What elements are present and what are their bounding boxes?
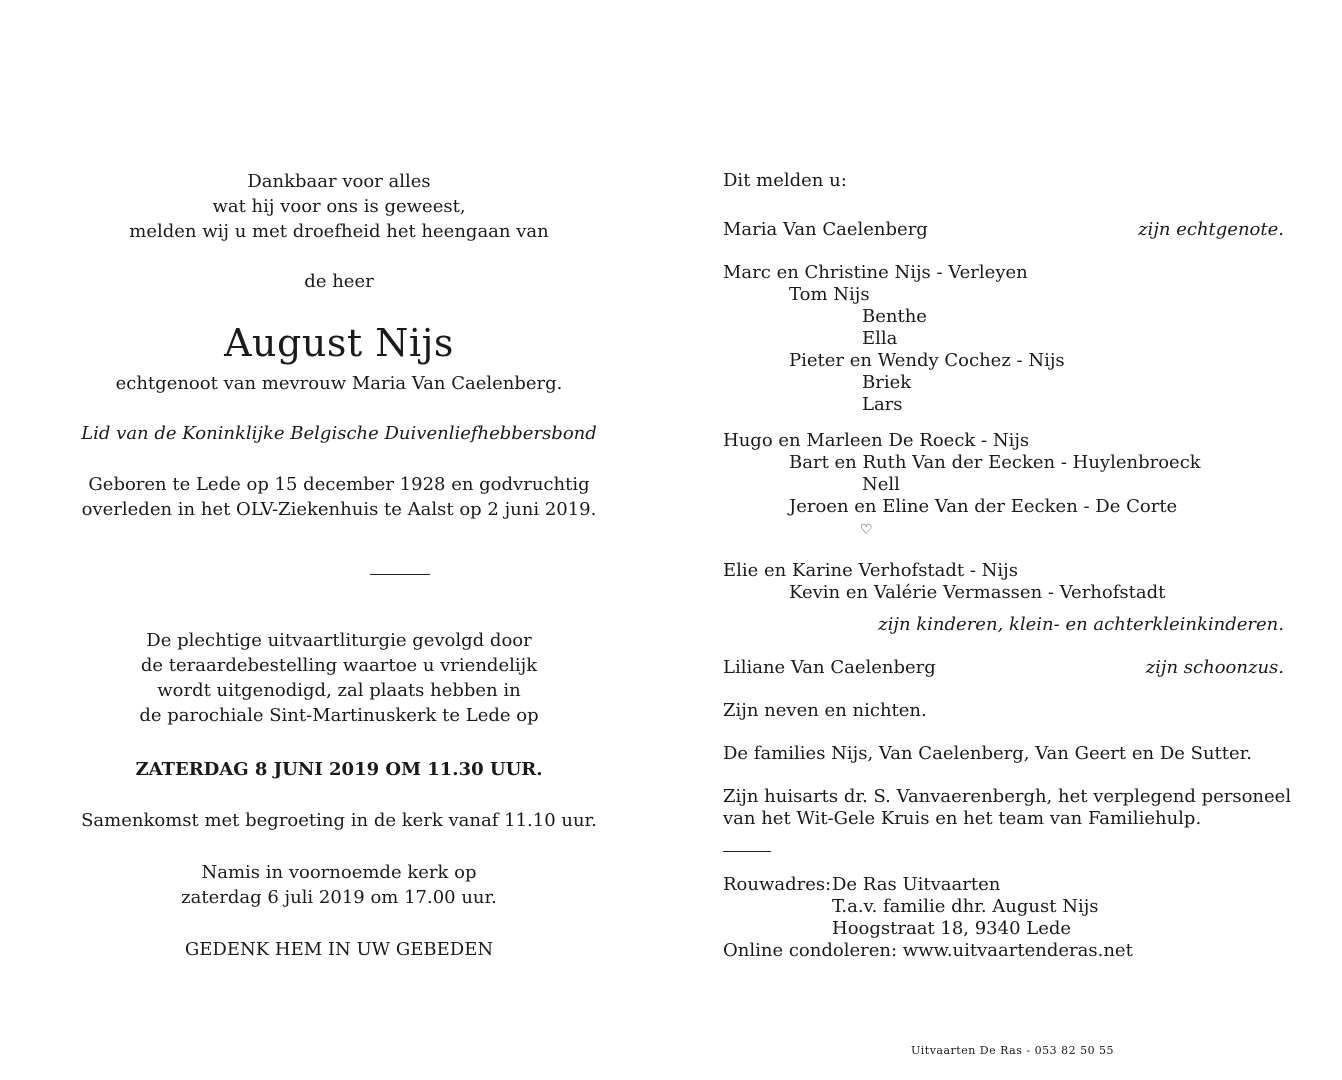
cousins-line: Zijn neven en nichten.	[723, 700, 927, 721]
sister-in-law-name: Liliane Van Caelenberg	[723, 657, 936, 678]
title-prefix: de heer	[304, 271, 374, 292]
footer-funeral-home: Uitvaarten De Ras - 053 82 50 55	[911, 1044, 1115, 1057]
announce-header: Dit melden u:	[723, 170, 847, 191]
family-briek: Briek	[862, 372, 912, 393]
mass-line-1: Namis in voornoemde kerk op	[201, 862, 477, 883]
funeral-line-3: wordt uitgenodigd, zal plaats hebben in	[157, 680, 521, 701]
spouse-line: echtgenoot van mevrouw Maria Van Caelenberg.	[115, 373, 563, 394]
family-kevin: Kevin en Valérie Vermassen - Verhofstadt	[789, 582, 1166, 603]
spouse-role: zijn echtgenote.	[1138, 219, 1284, 240]
gathering-line: Samenkomst met begroeting in de kerk vanaf 11.10 uur.	[81, 810, 597, 831]
family-bart: Bart en Ruth Van der Eecken - Huylenbroeck	[789, 452, 1201, 473]
intro-line-1: Dankbaar voor alles	[247, 171, 431, 192]
intro-line-2: wat hij voor ons is geweest,	[212, 196, 466, 217]
family-marc: Marc en Christine Nijs - Verleyen	[723, 262, 1028, 283]
family-nell: Nell	[862, 474, 900, 495]
family-elie: Elie en Karine Verhofstadt - Nijs	[723, 560, 1019, 581]
funeral-line-1: De plechtige uitvaartliturgie gevolgd door	[146, 630, 532, 651]
address-label: Rouwadres:	[723, 874, 832, 895]
intro-line-3: melden wij u met droefheid het heengaan van	[129, 221, 549, 242]
families-line: De families Nijs, Van Caelenberg, Van Geert en De Sutter.	[723, 743, 1253, 764]
funeral-line-2: de teraardebestelling waartoe u vriendelijk	[140, 655, 538, 676]
mass-line-2: zaterdag 6 juli 2019 om 17.00 uur.	[181, 887, 497, 908]
membership-line: Lid van de Koninklijke Belgische Duivenliefhebbersbond	[81, 423, 597, 444]
family-tom: Tom Nijs	[789, 284, 870, 305]
sister-in-law-role: zijn schoonzus.	[1145, 657, 1284, 678]
children-role: zijn kinderen, klein- en achterkleinkinderen.	[878, 614, 1284, 635]
birth-line: Geboren te Lede op 15 december 1928 en godvruchtig	[88, 474, 590, 495]
family-ella: Ella	[862, 328, 898, 349]
family-lars: Lars	[862, 394, 903, 415]
family-hugo: Hugo en Marleen De Roeck - Nijs	[723, 430, 1030, 451]
address-line-1: De Ras Uitvaarten	[832, 874, 1001, 895]
online-condolence: Online condoleren: www.uitvaartenderas.net	[723, 940, 1133, 961]
doctor-line-1: Zijn huisarts dr. S. Vanvaerenbergh, het verplegend personeel	[723, 786, 1292, 807]
funeral-date: ZATERDAG 8 JUNI 2019 OM 11.30 UUR.	[135, 759, 543, 780]
address-divider	[723, 851, 771, 852]
doctor-line-2: van het Wit-Gele Kruis en het team van Familiehulp.	[723, 808, 1202, 829]
family-jeroen: Jeroen en Eline Van der Eecken - De Corte	[789, 496, 1178, 517]
address-line-2: T.a.v. familie dhr. August Nijs	[832, 896, 1099, 917]
funeral-line-4: de parochiale Sint-Martinuskerk te Lede op	[139, 705, 539, 726]
deceased-name: August Nijs	[224, 321, 454, 365]
address-line-3: Hoogstraat 18, 9340 Lede	[832, 918, 1072, 939]
death-line: overleden in het OLV-Ziekenhuis te Aalst op 2 juni 2019.	[81, 499, 597, 520]
spouse-name: Maria Van Caelenberg	[723, 219, 928, 240]
family-benthe: Benthe	[862, 306, 927, 327]
heart-icon: ♡	[860, 522, 873, 538]
closing-line: GEDENK HEM IN UW GEBEDEN	[184, 939, 494, 960]
family-pieter: Pieter en Wendy Cochez - Nijs	[789, 350, 1065, 371]
